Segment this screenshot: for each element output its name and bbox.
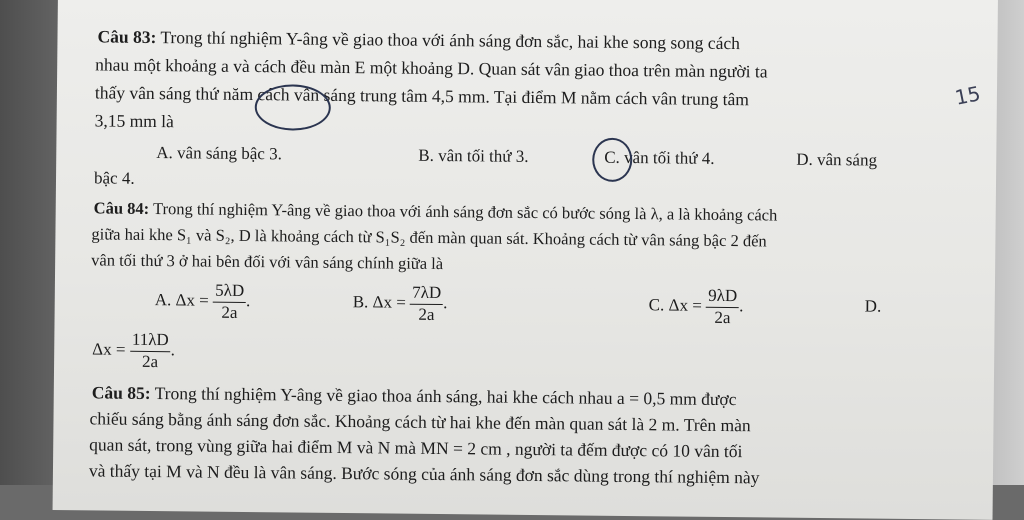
q84-line3: vân tối thứ 3 ở hai bên đối với vân sáng chính giữa là [91, 250, 444, 274]
q84-option-a-letter: A. [154, 290, 172, 310]
q83-option-b: B. vân tối thứ 3. [418, 145, 529, 166]
q85-line3: quan sát, trong vùng giữa hai điểm M và N mà MN = 2 cm , người ta đếm được có 10 vân tối [89, 434, 743, 462]
handwritten-margin-note: 15 [952, 81, 983, 110]
q84-option-a-lhs: Δx = [175, 290, 209, 310]
q85-line4: và thấy tại M và N đều là vân sáng. Bước sóng của ánh sáng đơn sắc dùng trong thí nghiệm này [88, 460, 760, 488]
q83-line1: Câu 83: Trong thí nghiệm Y-âng về giao thoa với ánh sáng đơn sắc, hai khe song song cách [97, 26, 741, 54]
q83-option-c: C. vân tối thứ 4. [604, 147, 715, 168]
q83-line4: 3,15 mm là [94, 110, 174, 132]
q85-line1: Câu 85: Trong thí nghiệm Y-âng về giao thoa ánh sáng, hai khe cách nhau a = 0,5 mm được [91, 382, 737, 410]
q84-option-d-denominator: 2a [141, 351, 159, 371]
q84-line1: Câu 84: Trong thí nghiệm Y-âng về giao thoa với ánh sáng đơn sắc có bước sóng là λ, a là khoảng cách [93, 198, 778, 225]
q84-option-b-lhs: Δx = [372, 292, 406, 312]
q84-option-c-fraction [706, 287, 739, 328]
q83-option-d: D. vân sáng [796, 149, 878, 170]
q84-option-b-denominator: 2a [418, 304, 435, 324]
q84-option-a-fraction [213, 282, 246, 323]
answer-circle-mark [592, 138, 632, 182]
q84-option-c-denominator: 2a [714, 307, 731, 327]
q84-option-b-fraction [410, 284, 443, 325]
q84-line2: giữa hai khe S₁ và S₂, D là khoảng cách từ S₁S₂ đến màn quan sát. Khoảng cách từ vân sáng bậc 2 đến [91, 224, 767, 251]
q83-label: Câu 83: [97, 26, 157, 48]
q85-label: Câu 85: [91, 382, 151, 403]
q84-option-b-letter: B. [352, 292, 369, 312]
q84-label: Câu 84: [93, 198, 150, 218]
worksheet-page [53, 0, 998, 520]
q84-option-a-denominator: 2a [221, 302, 238, 322]
q83-line2: nhau một khoảng a và cách đều màn E một khoảng D. Quan sát vân giao thoa trên màn người ta [95, 54, 768, 82]
q83-option-a: A. vân sáng bậc 3. [156, 143, 282, 164]
q84-option-b-numerator: 7λD [410, 284, 443, 305]
q84-option-c-letter: C. [648, 295, 665, 315]
q83-option-d-continued: bậc 4. [93, 168, 135, 188]
q84-option-d-lhs: Δx = [92, 339, 126, 359]
q84-option-d: Δx = $\frac{11\lambda D}{2a}$ . [92, 329, 176, 371]
q84-option-c: C. Δx = $\frac{9\lambda D}{2a}$ . [648, 285, 744, 327]
q84-option-d-fraction [130, 331, 171, 372]
q83-line3: thấy vân sáng thứ năm cách vân sáng trung tâm 4,5 mm. Tại điểm M nằm cách vân trung tâm [94, 82, 750, 110]
q84-option-a-numerator: 5λD [213, 282, 246, 303]
q84-option-c-lhs: Δx = [668, 295, 702, 315]
q85-line2: chiếu sáng bằng ánh sáng đơn sắc. Khoảng cách từ hai khe đến màn quan sát là 2 m. Trên màn [89, 408, 751, 436]
q84-option-d-letter: D. [864, 296, 882, 316]
q84-option-c-numerator: 9λD [706, 287, 739, 308]
q84-option-d-numerator: 11λD [130, 331, 171, 352]
q84-option-b: B. Δx = $\frac{7\lambda D}{2a}$ . [352, 282, 448, 324]
handwritten-circle-mark [255, 84, 331, 131]
q84-option-a: A. Δx = $\frac{5\lambda D}{2a}$ . [154, 280, 251, 322]
